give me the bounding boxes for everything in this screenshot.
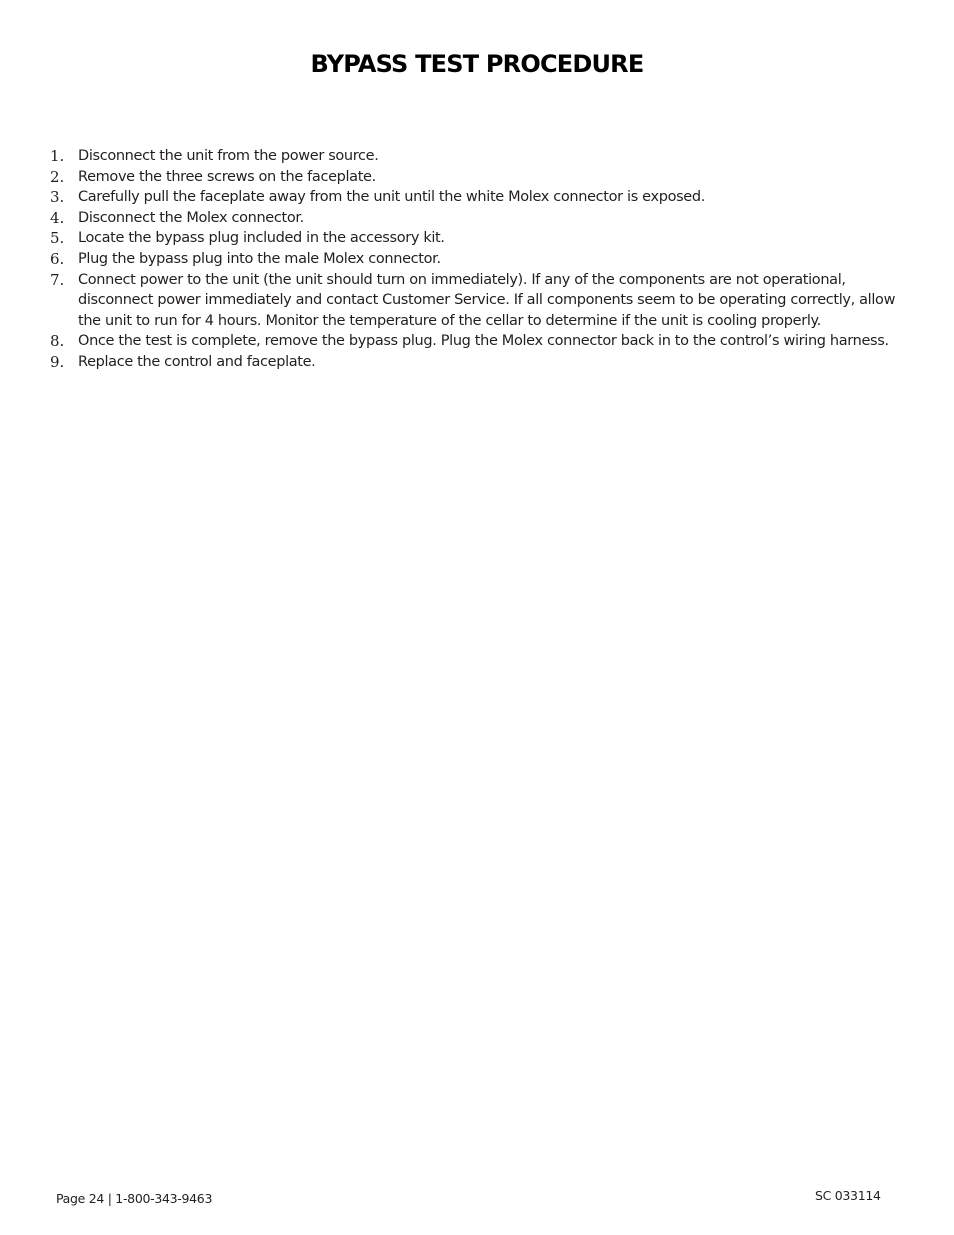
- step-item: [46, 146, 916, 167]
- step-item: [46, 270, 916, 332]
- step-text: Carefully pull the faceplate away from the unit until the white Molex connector is exposed.: [78, 189, 705, 206]
- step-number: 4.: [50, 208, 65, 227]
- step-number: 3.: [50, 188, 65, 207]
- step-number: 1.: [50, 147, 65, 165]
- step-number: 9.: [50, 352, 65, 371]
- step-item: [46, 208, 916, 229]
- step-text: Remove the three screws on the faceplate.: [78, 168, 376, 185]
- footer-page-info: Page 24 | 1-800-343-9463: [56, 1191, 213, 1206]
- step-item: [46, 228, 916, 249]
- step-text: Locate the bypass plug included in the accessory kit.: [78, 230, 445, 247]
- step-item: [46, 187, 916, 208]
- step-number: 2.: [50, 167, 65, 186]
- step-item: [46, 167, 916, 188]
- step-text: Connect power to the unit (the unit should turn on immediately). If any of the components are not operational, disconnect power immediately and contact Customer Service. If all components seem to be operating correctly, allow the unit to run for 4 hours. Monitor the temperature of the cellar to determine if the unit is cooling properly.: [78, 271, 896, 329]
- step-number: 7.: [50, 270, 65, 289]
- step-text: Replace the control and faceplate.: [78, 353, 316, 370]
- step-number: 8.: [50, 332, 65, 351]
- step-number: 5.: [50, 229, 65, 248]
- page-title: BYPASS TEST PROCEDURE: [310, 50, 644, 78]
- procedure-steps-list: [46, 146, 916, 373]
- footer-doc-code: SC 033114: [815, 1188, 881, 1203]
- step-text: Plug the bypass plug into the male Molex connector.: [78, 250, 441, 267]
- step-item: [46, 352, 916, 373]
- step-item: [46, 331, 916, 352]
- step-text: Disconnect the Molex connector.: [78, 209, 304, 226]
- step-item: [46, 249, 916, 270]
- step-text: Disconnect the unit from the power source.: [78, 148, 379, 164]
- step-text: Once the test is complete, remove the bypass plug. Plug the Molex connector back in to the control’s wiring harness.: [78, 333, 889, 350]
- step-number: 6.: [50, 249, 65, 268]
